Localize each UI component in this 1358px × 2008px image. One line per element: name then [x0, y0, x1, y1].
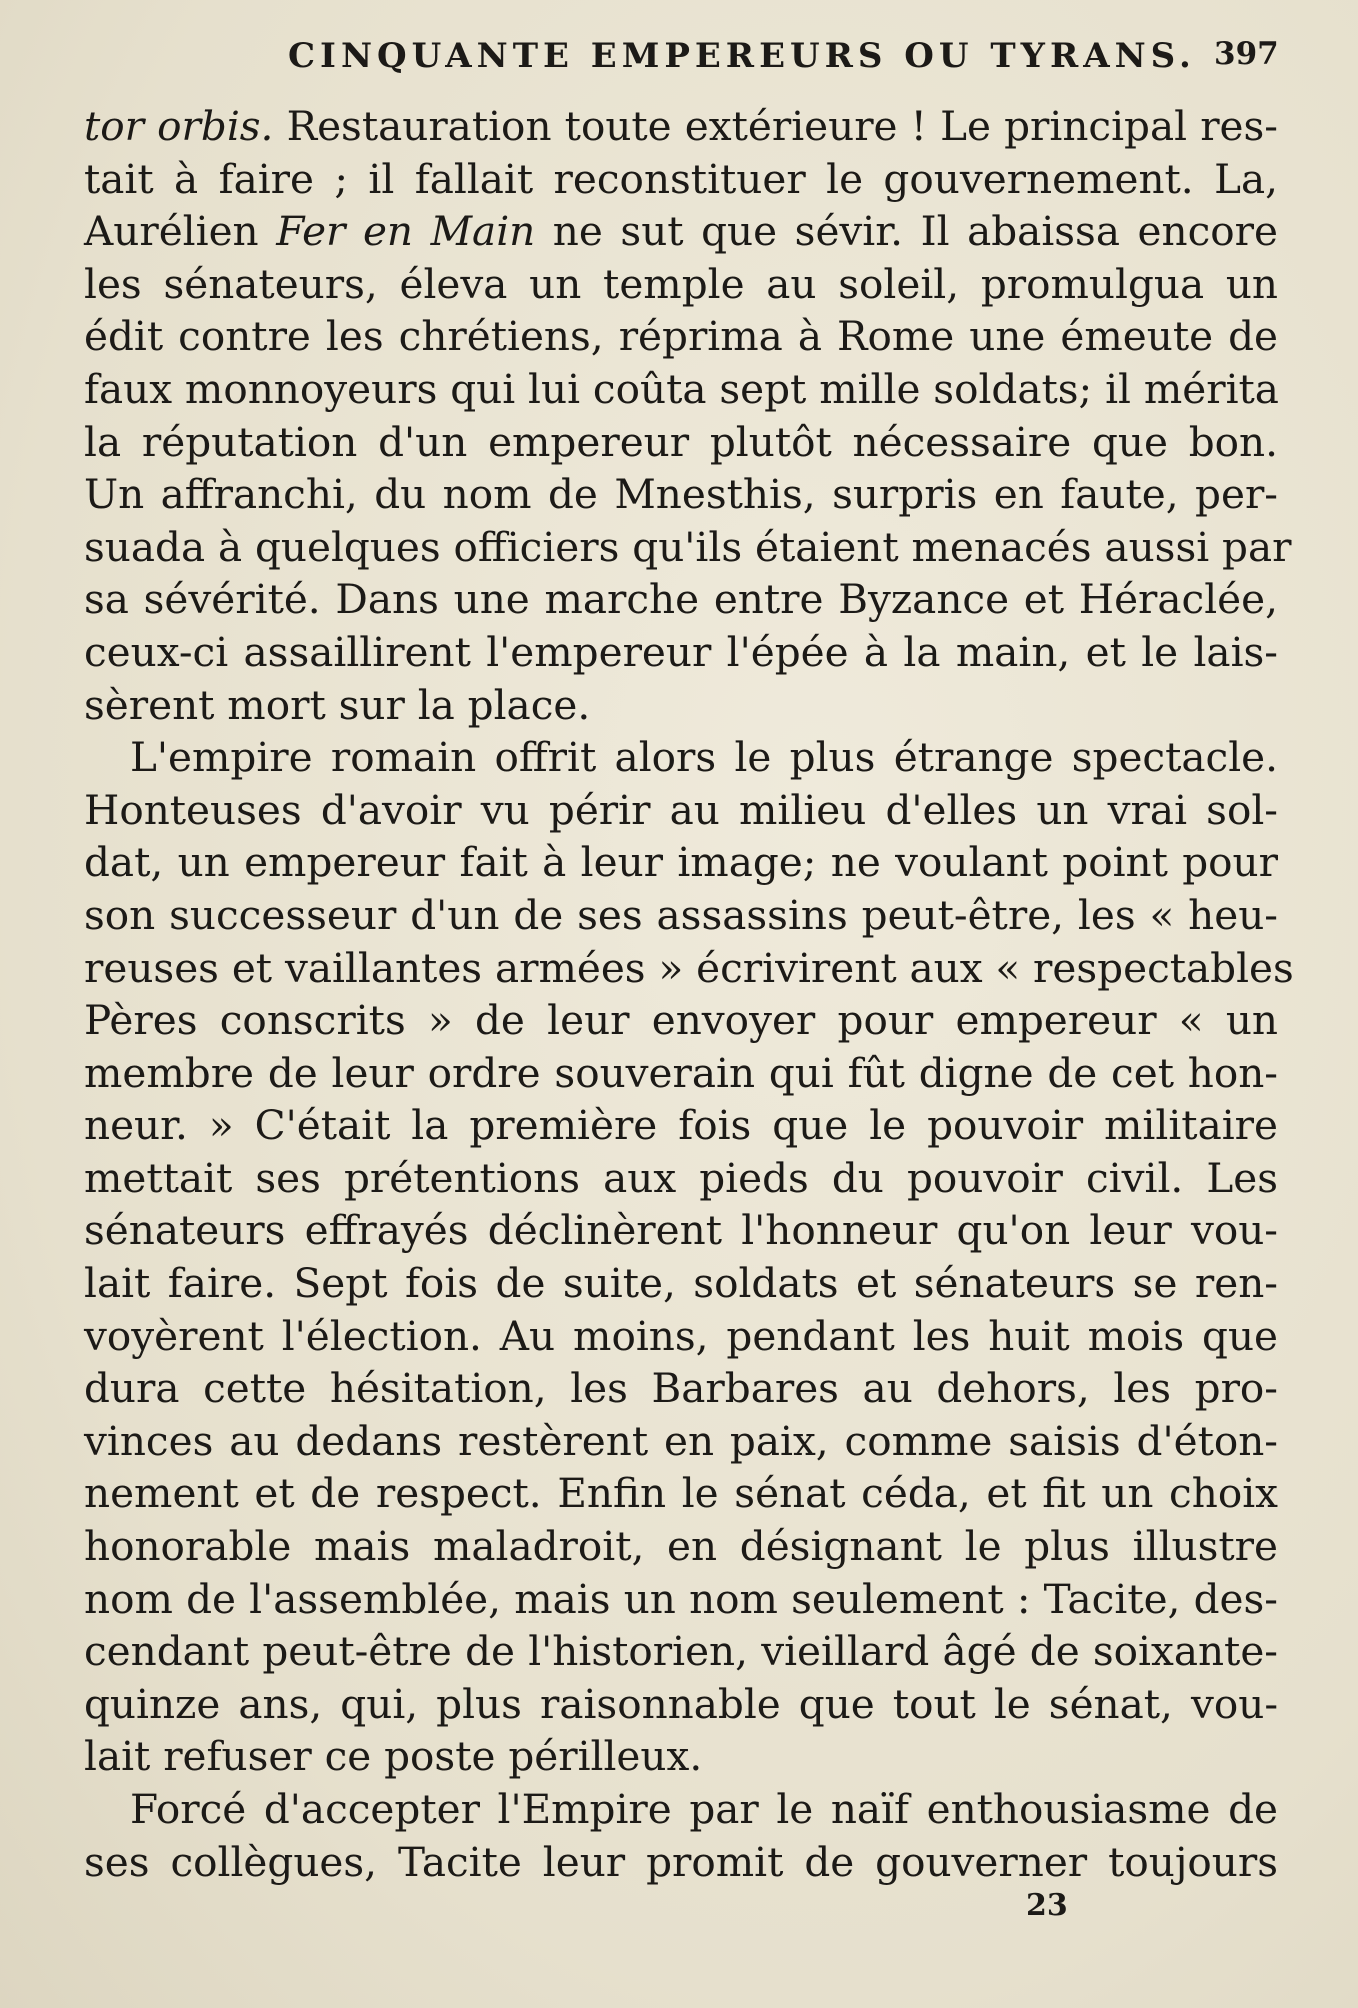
text-line: lait refuser ce poste périlleux.: [84, 1732, 703, 1781]
body-text: [84, 100, 1294, 1888]
text-line: les sénateurs, éleva un temple au soleil, promulgua un: [84, 259, 1278, 308]
text-line: sa sévérité. Dans une marche entre Byzance et Héraclée,: [84, 575, 1278, 624]
text-line: voyèrent l'élection. Au moins, pendant les huit mois que: [84, 1311, 1278, 1360]
text-line: suada à quelques officiers qu'ils étaient menacés aussi par: [84, 522, 1292, 571]
text-line: lait faire. Sept fois de suite, soldats et sénateurs se ren-: [84, 1259, 1278, 1308]
epithet: Fer en Main: [276, 207, 536, 256]
text-line: son successeur d'un de ses assassins peut-être, les « heu-: [84, 890, 1278, 939]
text-line: tait à faire ; il fallait reconstituer le gouvernement. La,: [84, 154, 1278, 203]
text-line: cendant peut-être de l'historien, vieillard âgé de soixante-: [84, 1627, 1278, 1676]
latin-phrase: tor orbis.: [84, 102, 274, 150]
text-line: faux monnoyeurs qui lui coûta sept mille soldats; il mérita: [84, 364, 1279, 413]
paragraph-start-line: Forcé d'accepter l'Empire par le naïf enthousiasme de: [130, 1785, 1278, 1833]
printer-signature: 23: [1026, 1888, 1068, 1923]
text-line: édit contre les chrétiens, réprima à Rome une émeute de: [84, 312, 1278, 361]
text-line: ceux-ci assaillirent l'empereur l'épée à la main, et le lais-: [84, 627, 1278, 676]
paragraph-start-line: L'empire romain offrit alors le plus étrange spectacle.: [130, 733, 1278, 782]
text-line: dat, un empereur fait à leur image; ne voulant point pour: [84, 838, 1278, 887]
text-line: quinze ans, qui, plus raisonnable que tout le sénat, vou-: [84, 1679, 1278, 1728]
text-line: neur. » C'était la première fois que le pouvoir militaire: [84, 1101, 1278, 1150]
text-line: sénateurs effrayés déclinèrent l'honneur qu'on leur vou-: [84, 1206, 1278, 1255]
text-line: membre de leur ordre souverain qui fût digne de cet hon-: [84, 1048, 1278, 1097]
text-line: mettait ses prétentions aux pieds du pouvoir civil. Les: [84, 1153, 1278, 1202]
text-line: nom de l'assemblée, mais un nom seulement : Tacite, des-: [84, 1574, 1278, 1623]
text-line: [84, 100, 1278, 153]
text-line: sèrent mort sur la place.: [84, 680, 591, 729]
text-span: ne sut que sévir. Il abaissa encore: [535, 207, 1278, 256]
running-title: CINQUANTE EMPEREURS OU TYRANS.: [288, 36, 1196, 76]
text-span: Restauration toute extérieure ! Le principal res-: [273, 102, 1278, 150]
text-line: ses collègues, Tacite leur promit de gouverner toujours: [84, 1837, 1278, 1886]
text-line: Honteuses d'avoir vu périr au milieu d'elles un vrai sol-: [84, 785, 1278, 834]
text-line: Un affranchi, du nom de Mnesthis, surpris en faute, per-: [84, 470, 1278, 519]
text-line: honorable mais maladroit, en désignant le plus illustre: [84, 1522, 1278, 1571]
text-line: vinces au dedans restèrent en paix, comme saisis d'éton-: [84, 1416, 1278, 1465]
text-line: [84, 205, 1278, 258]
text-line: nement et de respect. Enfin le sénat céda, et fit un choix: [84, 1469, 1278, 1518]
text-line: Pères conscrits » de leur envoyer pour empereur « un: [84, 996, 1278, 1045]
text-line: la réputation d'un empereur plutôt nécessaire que bon.: [84, 417, 1278, 466]
page-number: 397: [1214, 36, 1279, 72]
text-line: dura cette hésitation, les Barbares au dehors, les pro-: [84, 1364, 1278, 1413]
text-span: Aurélien: [84, 207, 277, 256]
text-line: reuses et vaillantes armées » écrivirent aux « respectables: [84, 943, 1294, 992]
